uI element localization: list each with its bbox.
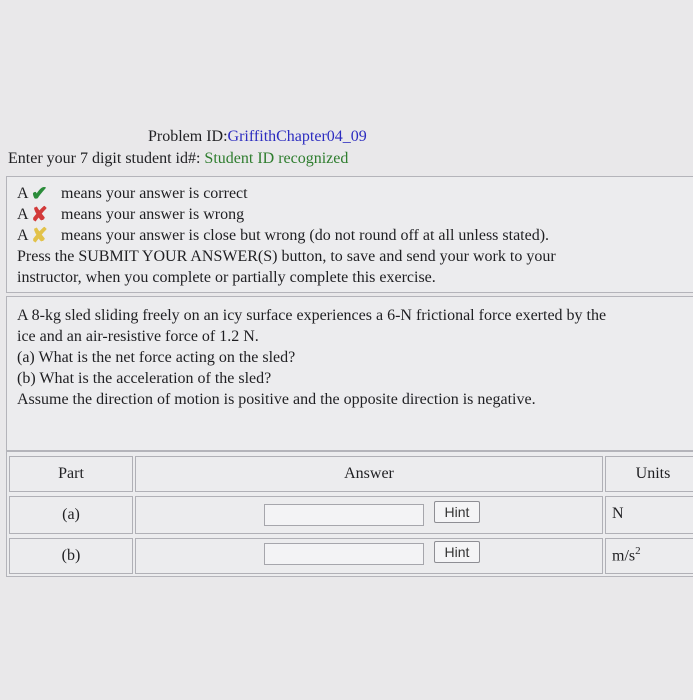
row-b-answer-cell (135, 538, 603, 574)
hint-button-b[interactable]: Hint (434, 541, 480, 563)
instructions-line-1: Press the SUBMIT YOUR ANSWER(S) button, to save and send your work to your (17, 248, 556, 265)
legend-row-correct (17, 183, 693, 204)
question-box (6, 296, 693, 451)
checkmark-icon: ✔ (31, 182, 48, 205)
header-part (9, 456, 133, 492)
answer-input-b[interactable] (264, 543, 424, 565)
question-part-b: (b) What is the acceleration of the sled? (17, 370, 272, 387)
question-line-2: ice and an air-resistive force of 1.2 N. (17, 328, 259, 345)
student-id-status: Student ID recognized (204, 150, 349, 167)
header-units-label: Units (635, 465, 671, 482)
problem-id (148, 128, 367, 146)
header-units (605, 456, 693, 492)
unit-base-b: m/s (612, 547, 636, 565)
header-answer-label: Answer (344, 465, 394, 482)
legend-text-correct: means your answer is correct (61, 185, 248, 202)
part-label: (b) (61, 547, 81, 564)
header-answer (135, 456, 603, 492)
row-a-part (9, 496, 133, 534)
unit-exponent-b: 2 (635, 545, 641, 557)
cross-icon: ✘ (31, 203, 48, 226)
legend-row-wrong (17, 204, 693, 225)
problem-id-value: GriffithChapter04_09 (227, 128, 367, 145)
unit-label-a: N (612, 505, 624, 522)
row-a-units-cell (605, 496, 693, 534)
close-answer-icon: ✘ (31, 224, 48, 247)
row-b-units-cell (605, 538, 693, 574)
header-part-label: Part (58, 465, 84, 482)
student-id-label: Enter your 7 digit student id#: (8, 150, 201, 167)
legend-text-close: means your answer is close but wrong (do not round off at all unless stated). (61, 227, 550, 244)
row-a-answer-cell (135, 496, 603, 534)
question-assumption: Assume the direction of motion is positive and the opposite direction is negative. (17, 391, 536, 408)
instructions-line-2: instructor, when you complete or partially complete this exercise. (17, 269, 436, 286)
legend-prefix: A (17, 206, 29, 223)
legend-prefix: A (17, 185, 29, 202)
question-line-1: A 8-kg sled sliding freely on an icy surface experiences a 6-N frictional force exerted by the (17, 307, 607, 324)
answer-input-a[interactable] (264, 504, 424, 526)
legend-prefix: A (17, 227, 29, 244)
legend-row-close (17, 225, 693, 246)
row-b-part (9, 538, 133, 574)
legend-box (6, 176, 693, 293)
part-label: (a) (62, 506, 80, 523)
problem-id-label: Problem ID: (148, 128, 228, 145)
legend-text-wrong: means your answer is wrong (61, 206, 245, 223)
hint-button-a[interactable]: Hint (434, 501, 480, 523)
student-id-line (8, 150, 348, 168)
question-part-a: (a) What is the net force acting on the sled? (17, 349, 296, 366)
unit-label-b (612, 545, 641, 565)
answer-table (6, 451, 693, 577)
